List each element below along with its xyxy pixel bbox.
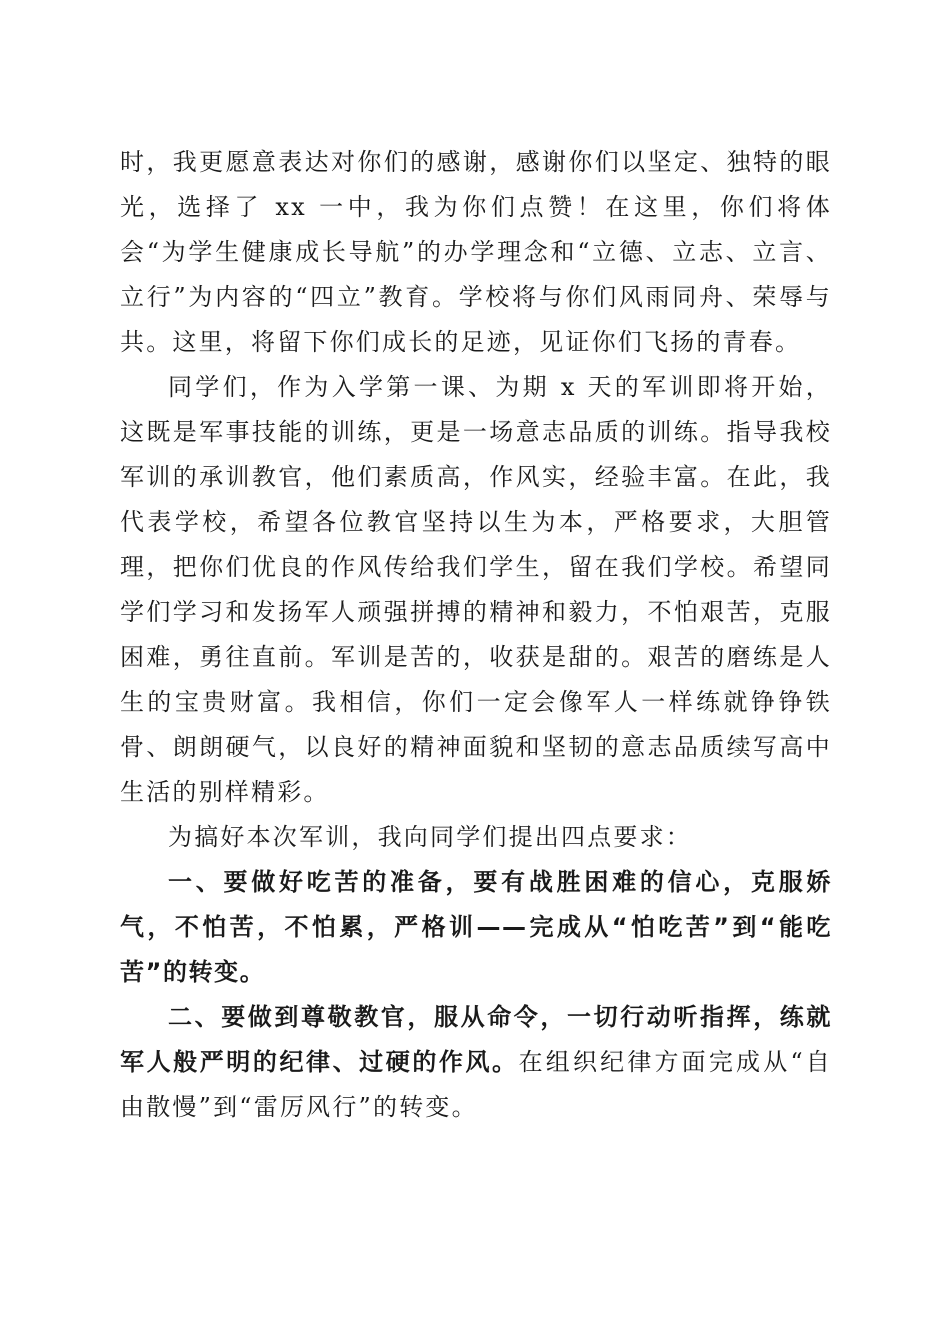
paragraph-four-requirements-intro	[120, 815, 832, 860]
paragraph-text: 在组织纪律方面完成从“自由散慢”到“雷厉风行”的转变。	[120, 1048, 833, 1121]
requirement-heading: 一、要做好吃苦的准备，要有战胜困难的信心，克服娇气，不怕苦，不怕累，严格训——完成从“怕吃苦”到“能吃苦”的转变。	[120, 868, 832, 986]
paragraph-text: 为搞好本次军训，我向同学们提出四点要求：	[168, 823, 692, 851]
paragraph-text: 同学们，作为入学第一课、为期 x 天的军训即将开始，这既是军事技能的训练，更是一场意志品质的训练。指导我校军训的承训教官，他们素质高，作风实，经验丰富。在此，我代表学校，希望各位教官坚持以生为本，严格要求，大胆管理，把你们优良的作风传给我们学生，留在我们学校。希望同学们学习和发扬军人顽强拼搏的精神和毅力，不怕艰苦，克服困难，勇往直前。军训是苦的，收获是甜的。艰苦的磨练是人生的宝贵财富。我相信，你们一定会像军人一样练就铮铮铁骨、朗朗硬气，以良好的精神面貌和坚韧的意志品质续写高中生活的别样精彩。	[120, 373, 832, 806]
paragraph-requirement-one	[120, 860, 832, 995]
paragraph-requirement-two	[120, 995, 832, 1130]
paragraph-continuation	[120, 140, 832, 365]
requirement-heading: 二、要做到尊敬教官，服从命令，一切行动听指挥，练就军人般严明的纪律、过硬的作风。	[120, 1003, 832, 1076]
document-body	[120, 140, 832, 1130]
paragraph-military-training	[120, 365, 832, 815]
paragraph-text: 时，我更愿意表达对你们的感谢，感谢你们以坚定、独特的眼光，选择了 xx 一中，我为你们点赞！在这里，你们将体会“为学生健康成长导航”的办学理念和“立德、立志、立言、立行”为内容的“四立”教育。学校将与你们风雨同舟、荣辱与共。这里，将留下你们成长的足迹，见证你们飞扬的青春。	[120, 148, 832, 356]
